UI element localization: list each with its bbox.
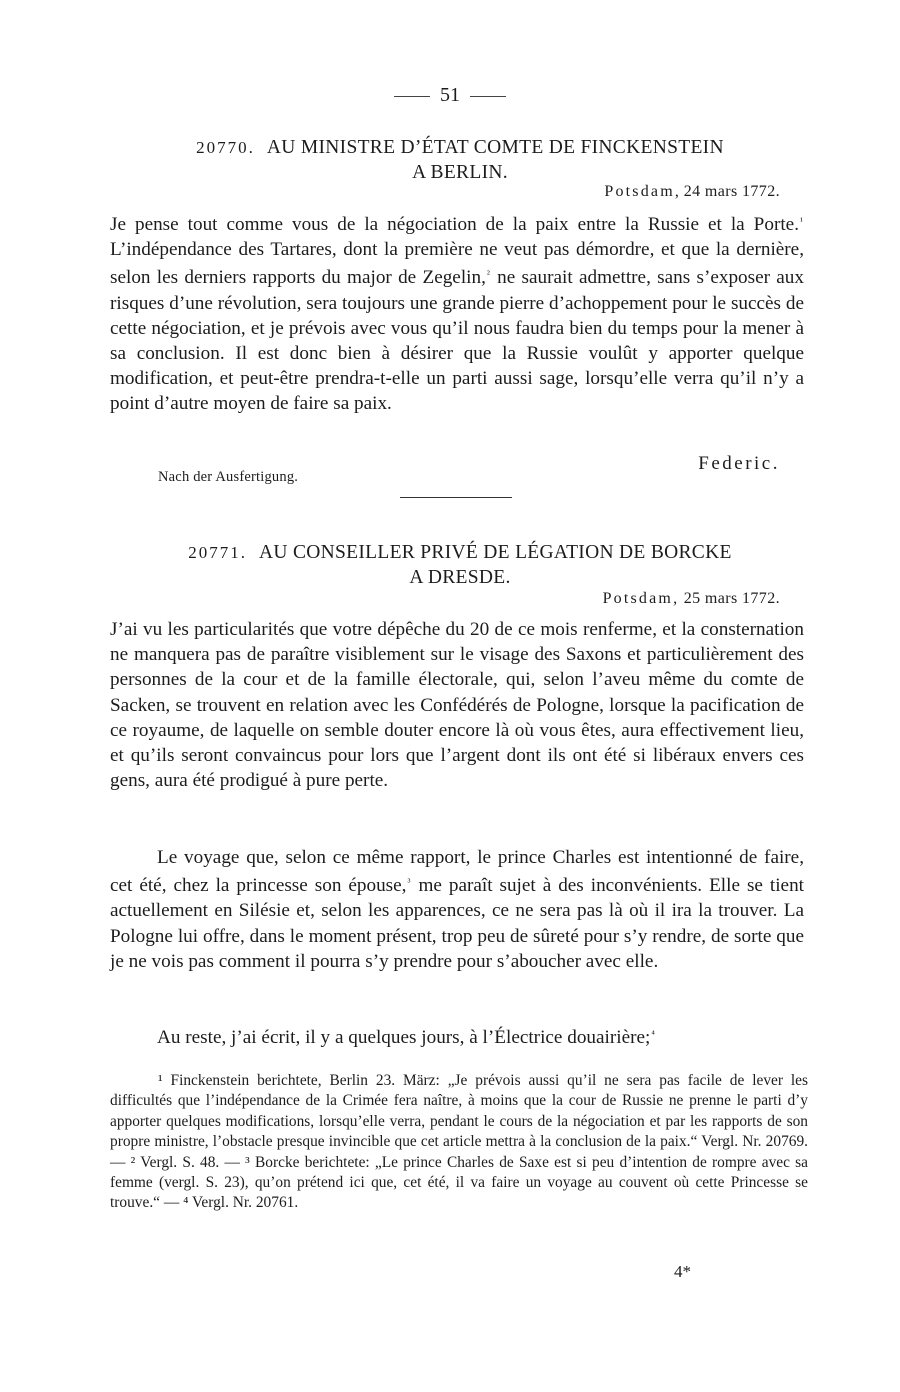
entry-title-20771 <box>110 540 810 590</box>
page-number: 51 <box>440 84 460 106</box>
entry-title-line1 <box>110 540 810 565</box>
entry-title-line1 <box>110 135 810 160</box>
text-run: L’indépendance des Tartares, dont la première ne veut pas démordre, et que la dernière, selon les derniers rapports du major de Zegelin, <box>110 239 804 289</box>
entry-title-line2: A DRESDE. <box>409 567 511 588</box>
text-run: Au reste, j’ai écrit, il y a quelques jours, à l’Électrice douairière; <box>157 1027 651 1048</box>
entry-heading: AU CONSEILLER PRIVÉ DE LÉGATION DE BORCKE <box>259 542 732 563</box>
date: 24 mars 1772. <box>683 183 780 200</box>
signature-mark: 4* <box>674 1262 691 1281</box>
date-place: Potsdam, <box>602 590 680 607</box>
letter-body-20771-p2 <box>110 845 804 974</box>
entry-number: 20770. <box>196 138 255 157</box>
date: 25 mars 1772. <box>683 590 780 607</box>
footnote-ref: ² <box>486 269 490 281</box>
entry-title-20770 <box>110 135 810 185</box>
entry-title-line2: A BERLIN. <box>412 162 508 183</box>
letter-body-20771-p1 <box>110 617 804 793</box>
signature: Federic. <box>698 453 780 474</box>
section-divider <box>400 497 512 498</box>
footnote-ref: ⁴ <box>651 1029 655 1040</box>
footnote-ref: ³ <box>407 877 411 889</box>
text-run: me paraît sujet à des inconvénients. Elle se tient actuellement en Silésie et, selon les apparences, ce ne sera pas là où il ira la trouver. La Pologne lui offre, dans le moment présent, trop peu de sûreté pour s’y rendre, de sorte que je ne vois pas comment il pourra s’y prendre pour s’aboucher avec elle. <box>110 875 805 972</box>
footnotes: ¹ Finckenstein berichtete, Berlin 23. März: „Je prévois aussi qu’il ne sera pas facile de lever les difficultés que l’indépendance de la Crimée fera naître, à moins que la cour de Russie ne prenne le parti d’y apporter quelques modifications, lorsqu’elle verra, pendant le cours de la négociation et par les rapports de son propre ministre, l’obstacle presque invincible que cet article mettra à la conclusion de la paix.“ Vergl. Nr. 20769. — ² Vergl. S. 48. — ³ Borcke berichtete: „Le prince Charles de Saxe est si peu d’intention de rompre avec sa femme (vergl. S. 23), qu’on prétend ici que, cet été, il va faire un voyage au couvent où cette Princesse se trouve.“ — ⁴ Vergl. Nr. 20761. <box>110 1072 808 1212</box>
dateline-20770: Potsdam, 24 mars 1772. <box>604 183 780 200</box>
header-dash-left <box>394 96 430 97</box>
text-run: ne saurait admettre, sans s’exposer aux risques d’une révolution, sera toujours une grande pierre d’achoppement pour le succès de cette négociation, et je prévois avec vous qu’il nous faudra bien du temps pour la mener à sa conclusion. Il est donc bien à désirer que la Russie voulût y apporter quelque modification, et peut-être prendra-t-elle un parti aussi sage, lorsqu’elle verra qu’il n’y a point d’autre moyen de faire sa paix. <box>110 267 804 415</box>
source-note: Nach der Ausfertigung. <box>158 469 299 485</box>
letter-body-20771-p3 <box>110 1022 804 1050</box>
letter-body-20770 <box>110 209 804 417</box>
date-place: Potsdam <box>604 183 675 200</box>
text-run: Le voyage que, selon ce même rapport, le prince Charles est intentionné de faire, cet été, chez la princesse son épouse, <box>110 847 804 897</box>
dateline-20771 <box>603 590 780 608</box>
page-header <box>0 84 900 107</box>
footnote-ref: ¹ <box>800 216 803 227</box>
header-dash-right <box>470 96 506 97</box>
entry-heading: AU MINISTRE D’ÉTAT COMTE DE FINCKENSTEIN <box>266 137 724 158</box>
text-run: Je pense tout comme vous de la négociation de la paix entre la Russie et la Porte. <box>110 214 799 235</box>
entry-number: 20771. <box>188 543 248 562</box>
text-run: J’ai vu les particularités que votre dépêche du 20 de ce mois renferme, et la consternation ne manquera pas de paraître visiblement sur le visage des Saxons et particulièrement des personnes de la cour et de la famille électorale, qui, selon l’aveu même du comte de Sacken, se trouvent en relation avec les Confédérés de Pologne, lorsque la pacification de ce royaume, de laquelle on semble douter encore là où vous êtes, aura effectivement lieu, et qu’ils seront convaincus pour lors que l’argent dont ils ont été si libéraux envers ces gens, aura été prodigué à pure perte. <box>110 619 804 792</box>
